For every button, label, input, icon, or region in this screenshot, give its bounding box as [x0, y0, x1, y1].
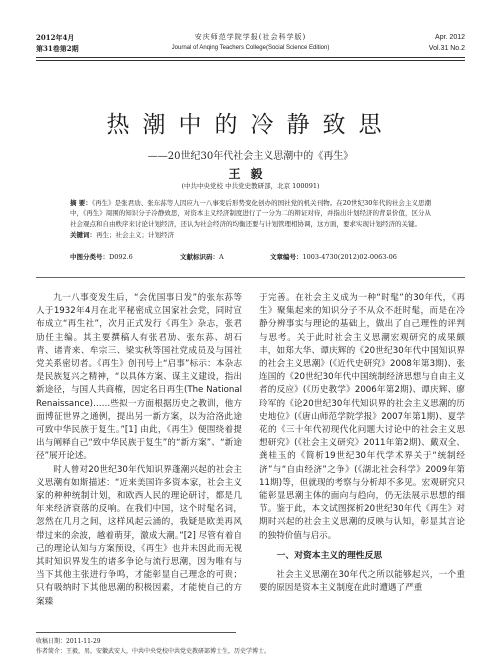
body-paragraph: 时人曾对20世纪30年代知识界蓬潮兴起的社会主义思潮有如斯描述：“近来美国许多资本家，社会主义家的种种统制计划，和欧西人民的理论研讨，都是几年来经济衰落的反响。在我们中国，这个时髦名词，忽然在几月之间，这样风起云涌的，我疑是欧美再风带过来的余波，越着萌芽，激成大潮。”[2] 尽管有着自己的理论认知与方案预设，《再生》也并未因此而无视其时知识界发生的诸多争论与流行思潮，因为唯有与当下其他主张进行争鸣，才能彰显自己理念的可贵；只有吸纳时下其他思潮的积极因素，才能使自己的方案臻	[36, 464, 242, 607]
volume-issue-english: Vol.31 No.2	[428, 45, 465, 52]
footnote-rule	[36, 632, 236, 633]
keywords-text: 再生；社会主义；计划经济	[96, 230, 174, 239]
body-column-right	[259, 292, 465, 595]
article-subtitle: ——20世纪30年代社会主义思潮中的《再生》	[147, 151, 354, 162]
article-number: 文章编号：1003-4730(2012)02-0063-06	[270, 253, 397, 261]
body-paragraph: 九一八事变发生后，“会优国事日发”的张东荪等人于1932年4月在北平秘密成立国家社会党，同时宣布成立“再生社”，次月正式发行《再生》杂志，张君劢任主编。其主要撰稿人有张君劢、张东荪、胡石青、诸青来、牟宗三、梁实秋等国社党成员及与国社党关系密切者。《再生》创刊号上“启事”标示：本杂志是民族复兴之精神，“以具体方案、谋主义建设，指出新途径，与国人共商榷，因定名日再生(The National Renaissance)……些拟一方面根据历史之教训，他方面博征世界之通例，提出另一新方案，以为洽洛此途可致中华民族于复生。”[1] 由此，《再生》便围绕着提出与阐释自己“致中华民族于复生”的“新方案”、“新途径”展开论述。	[36, 293, 242, 462]
journal-name: 安庆师范学院学报(社会科学版)	[194, 33, 307, 41]
header-rule-thin	[36, 60, 465, 61]
keywords-label: 关键词：	[70, 230, 96, 239]
author-bio: 作者简介：王毅，男，安徽武安人，中共中央党校中共党史教研部博士生，历史学博士。	[36, 648, 271, 655]
document-code: 文献标识码：A	[180, 253, 224, 261]
keywords-line	[70, 230, 431, 240]
journal-name-english: Journal of Anqing Teachers College(Social Science Edition)	[171, 45, 330, 51]
abstract-label: 摘 要：	[70, 199, 92, 207]
body-column-left	[36, 292, 242, 609]
volume-issue: 第31卷第2期	[36, 44, 79, 53]
clc-number: 中图分类号：D092.6	[70, 253, 133, 261]
abstract-rule	[36, 277, 465, 278]
author-affiliation: (中共中央党校 中共党史教研部，北京 100091)	[181, 182, 320, 190]
issue-date-english: Apr. 2012	[435, 34, 465, 41]
body-paragraph: 社会主义思潮在30年代之所以能够起兴，一个重要的原因是资本主义制度在此时遭遇了严重	[259, 570, 465, 594]
body-paragraph: 于完善。在社会主义成为一种“时髦”的30年代，《再生》聚集起来的知识分子不从众不赶时髦，而是在冷静分辨事实与理论的基础上，做出了自己理性的评判与思考。关于此时社会主义思潮宏观研究的成果颇丰，如郑大华、谭庆辉的《20世纪30年代中国知识界的社会主义思潮》(《近代史研究》2008年第3期)、张连国的《20世纪30年代中国统制经济思想与自由主义者的反应》(《历史教学》2006年第2期)、谭庆辉、廖玲军的《论20世纪30年代知识界的社会主义思潮的历史地位》(《唐山师范学院学报》2007年第1期)、夏学花的《三十年代初现代化问题大讨论中的社会主义思想研究》(《社会主义研究》2011年第2期)、戴双全、龚桂玉的《简析19世纪30年代学术界关于“统制经济”与“自由经济”之争》(《湖北社会科学》2009年第11期)等，但就现的考察与分析却不多见。宏观研究只能彰显思潮主体的面向与趋向，仍无法展示思想的细节。鉴于此，本文试图探析20世纪30年代《再生》对期时兴起的社会主义思潮的反映与认知，彰显其言论的独特价值与启示。	[259, 293, 465, 541]
abstract	[70, 198, 431, 240]
section-heading: 一、对资本主义的理性反思	[276, 550, 383, 561]
article-title: 热潮中的冷静致思	[106, 112, 395, 138]
author-name: 王毅	[228, 167, 273, 181]
received-date: 收稿日期：2011-11-29	[36, 638, 101, 645]
header-rule	[36, 57, 465, 58]
abstract-text: 《再生》是张君劢、张东荪等人因应九一八事变后形势变化创办的国社党的机关刊物。在20世纪30年代的社会主义思潮中，《再生》周围的知识分子冷静致思，对资本主义经济制度进行了一分为二的辩证对待，并指出计划经济的背景价值，区分从社会观点和自由秩序来讨论计划经济，还认为社会经济的均衡还要与计划管理相协调，这方面，要求实现计划经济的关键。	[70, 199, 432, 228]
issue-date: 2012年4月	[36, 33, 75, 42]
